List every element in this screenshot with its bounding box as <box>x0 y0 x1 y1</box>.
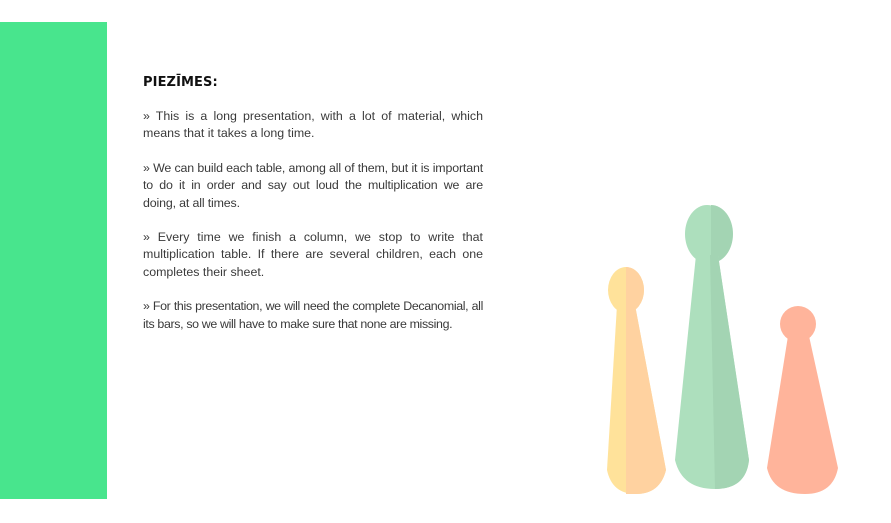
green-game-piece-icon <box>675 205 749 489</box>
note-paragraph-2: » We can build each table, among all of them, but it is important to do it in order and say out loud the multiplication we are doing, at all times. <box>143 160 483 210</box>
note-paragraph-1: » This is a long presentation, with a lot of material, which means that it takes a long time. <box>143 109 483 141</box>
notes-heading: PIEZĪMES: <box>143 75 218 90</box>
side-accent-bar <box>0 22 107 499</box>
notes-section <box>143 74 483 350</box>
note-paragraph-4: » For this presentation, we will need the complete Decanomial, all its bars, so we will have to make sure that none are missing. <box>143 299 483 331</box>
game-pieces-illustration <box>600 200 845 500</box>
note-paragraph-3: » Every time we finish a column, we stop to write that multiplication table. If there are several children, each one completes their sheet. <box>143 230 483 279</box>
yellow-game-piece-icon <box>607 267 666 494</box>
salmon-game-piece-icon <box>767 306 838 494</box>
